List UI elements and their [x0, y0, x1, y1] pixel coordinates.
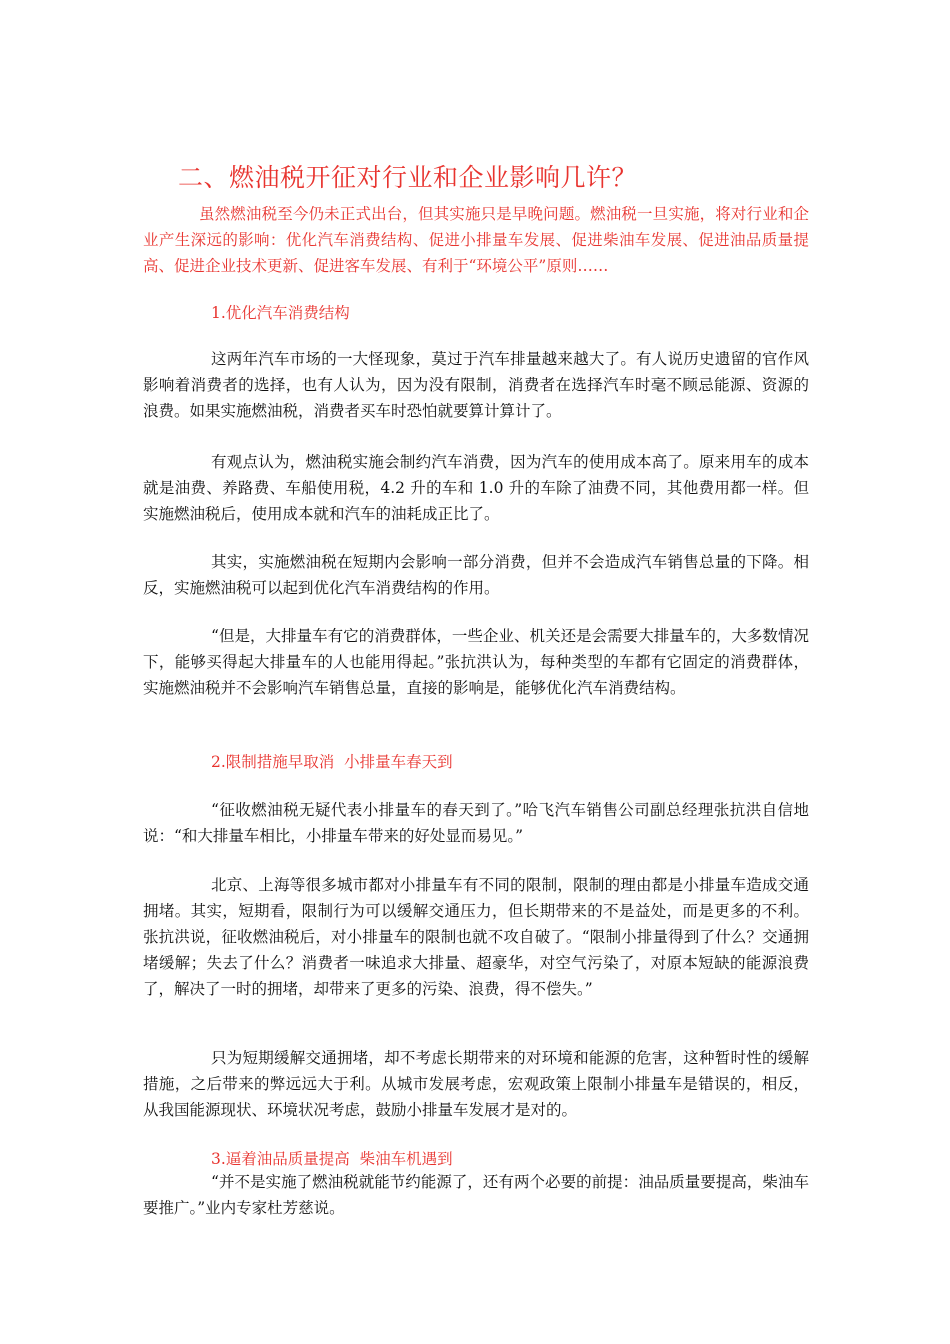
section-2-paragraph-3: 只为短期缓解交通拥堵，却不考虑长期带来的对环境和能源的危害，这种暂时性的缓解措施，之后带来的弊远远大于利。从城市发展考虑，宏观政策上限制小排量车是错误的，相反，从我国能源现状、环境状况考虑，鼓励小排量车发展才是对的。 — [143, 1049, 809, 1119]
intro-paragraph: 虽然燃油税至今仍未正式出台，但其实施只是早晚问题。燃油税一旦实施，将对行业和企业产生深远的影响：优化汽车消费结构、促进小排量车发展、促进柴油车发展、促进油品质量提高、促进企业技术更新、促进客车发展、有利于“环境公平”原则…… — [143, 205, 809, 275]
section-1-paragraph-3: 其实，实施燃油税在短期内会影响一部分消费，但并不会造成汽车销售总量的下降。相反，实施燃油税可以起到优化汽车消费结构的作用。 — [143, 553, 809, 597]
section-2-heading: 2.限制措施早取消 小排量车春天到 — [211, 753, 453, 771]
section-1-paragraph-4: “但是，大排量车有它的消费群体，一些企业、机关还是会需要大排量车的，大多数情况下，能够买得起大排量车的人也能用得起。”张抗洪认为，每种类型的车都有它固定的消费群体，实施燃油税并不会影响汽车销售总量，直接的影响是，能够优化汽车消费结构。 — [143, 627, 809, 697]
page-title: 二、燃油税开征对行业和企业影响几许？ — [178, 163, 638, 192]
section-1-paragraph-2: 有观点认为，燃油税实施会制约汽车消费，因为汽车的使用成本高了。原来用车的成本就是油费、养路费、车船使用税，4.2 升的车和 1.0 升的车除了油费不同，其他费用都一样。但实施燃油税后，使用成本就和汽车的油耗成正比了。 — [143, 453, 809, 523]
section-2-paragraph-1: “征收燃油税无疑代表小排量车的春天到了。”哈飞汽车销售公司副总经理张抗洪自信地说：“和大排量车相比，小排量车带来的好处显而易见。” — [143, 801, 809, 845]
section-3-paragraph-1: “并不是实施了燃油税就能节约能源了，还有两个必要的前提：油品质量要提高，柴油车要推广。”业内专家杜芳慈说。 — [143, 1173, 809, 1217]
section-1-paragraph-1: 这两年汽车市场的一大怪现象，莫过于汽车排量越来越大了。有人说历史遗留的官作风影响着消费者的选择，也有人认为，因为没有限制，消费者在选择汽车时毫不顾忌能源、资源的浪费。如果实施燃油税，消费者买车时恐怕就要算计算计了。 — [143, 350, 809, 420]
section-2-paragraph-2: 北京、上海等很多城市都对小排量车有不同的限制，限制的理由都是小排量车造成交通拥堵。其实，短期看，限制行为可以缓解交通压力，但长期带来的不是益处，而是更多的不利。张抗洪说，征收燃油税后，对小排量车的限制也就不攻自破了。“限制小排量得到了什么？交通拥堵缓解；失去了什么？消费者一味追求大排量、超豪华，对空气污染了，对原本短缺的能源浪费了，解决了一时的拥堵，却带来了更多的污染、浪费，得不偿失。” — [143, 876, 809, 998]
section-3-heading: 3.逼着油品质量提高 柴油车机遇到 — [211, 1150, 453, 1168]
section-1-heading: 1.优化汽车消费结构 — [211, 304, 350, 322]
